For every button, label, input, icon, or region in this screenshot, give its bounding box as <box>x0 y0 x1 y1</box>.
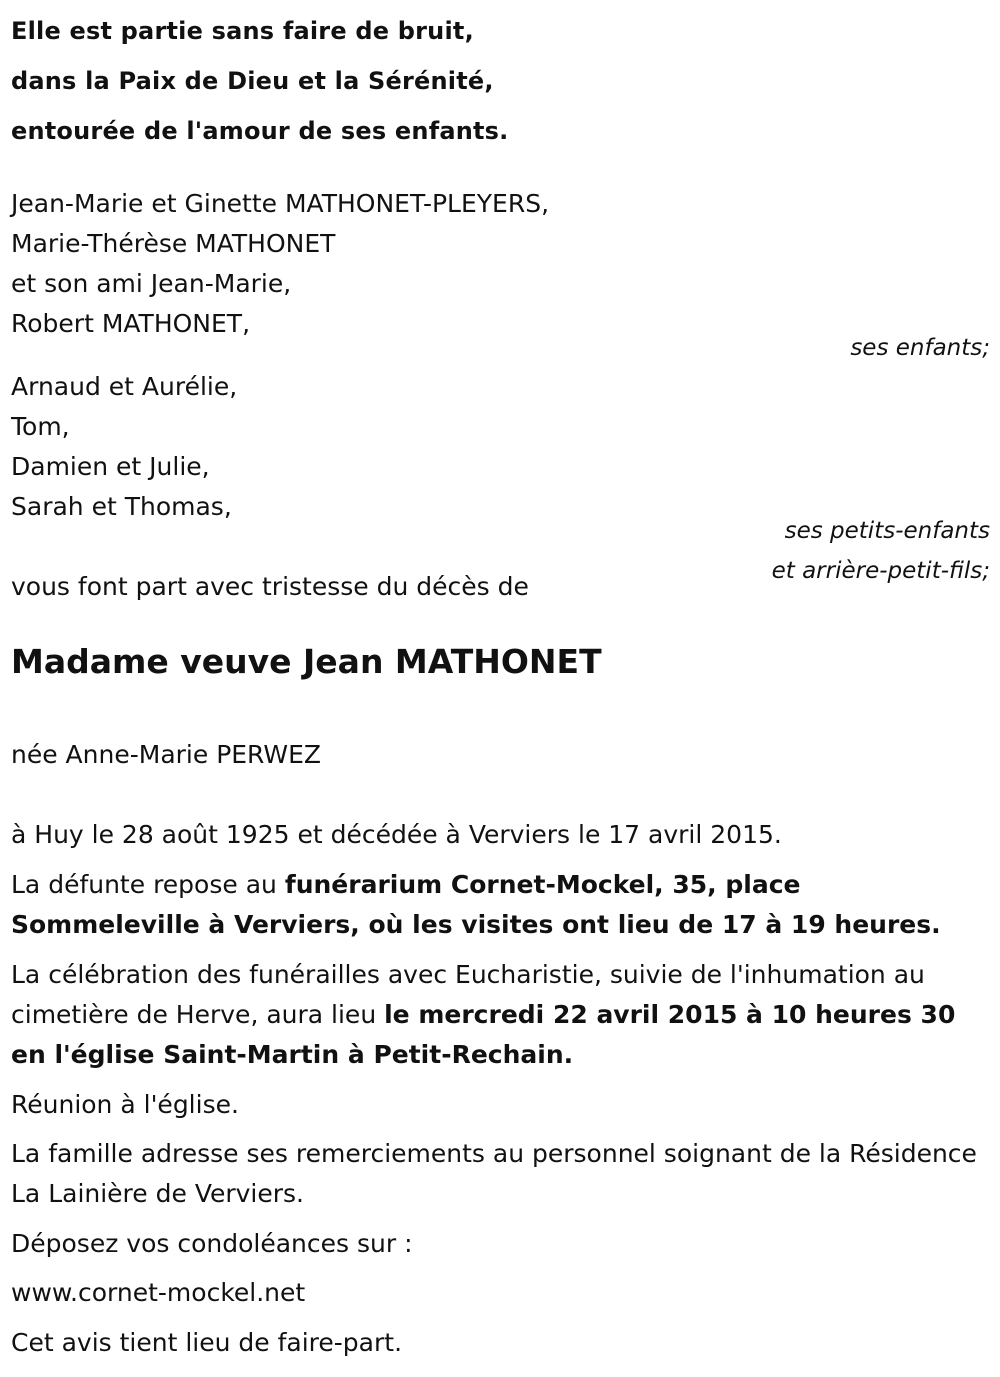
intro-verse <box>11 6 509 156</box>
grandchildren-role-line: et arrière-petit-fils; <box>771 558 990 584</box>
celebration-details: le mercredi 22 avril 2015 à 10 heures 30 en l'église Saint-Martin à Petit-Rechain. <box>11 1000 956 1069</box>
grandchildren-line: Sarah et Thomas, <box>11 492 232 521</box>
celebration-paragraph <box>11 955 996 1075</box>
children-list <box>11 184 549 344</box>
thanks-paragraph: La famille adresse ses remerciements au personnel soignant de la Résidence La Lainière de Verviers. <box>11 1139 977 1208</box>
condolences-text: Déposez vos condoléances sur : <box>11 1229 413 1258</box>
grandchildren-role <box>772 511 990 591</box>
dates-text: à Huy le 28 août 1925 et décédée à Verviers le 17 avril 2015. <box>11 820 782 849</box>
closing-text: Cet avis tient lieu de faire-part. <box>11 1328 403 1357</box>
repose-intro: La défunte repose au <box>11 870 285 899</box>
deceased-name: Madame veuve Jean MATHONET <box>11 642 602 681</box>
children-line: Robert MATHONET, <box>11 309 251 338</box>
website-link[interactable]: www.cornet-mockel.net <box>11 1278 306 1307</box>
repose-paragraph <box>11 865 996 945</box>
intro-line: Elle est partie sans faire de bruit, <box>11 17 474 45</box>
grandchildren-line: Tom, <box>11 412 70 441</box>
grandchildren-line: Arnaud et Aurélie, <box>11 372 238 401</box>
grandchildren-role-line: ses petits-enfants <box>784 518 990 544</box>
intro-line: dans la Paix de Dieu et la Sérénité, <box>11 67 494 95</box>
celebration-intro: La célébration des funérailles avec Eucharistie, suivie de l'inhumation au cimetière de Herve, aura lieu <box>11 960 925 1029</box>
repose-location: funérarium Cornet-Mockel, 35, place Sommeleville à Verviers, où les visites ont lieu de 17 à 19 heures. <box>11 870 941 939</box>
intro-line: entourée de l'amour de ses enfants. <box>11 117 509 145</box>
children-line: et son ami Jean-Marie, <box>11 269 292 298</box>
children-role: ses enfants; <box>850 335 990 361</box>
announce-text: vous font part avec tristesse du décès de <box>11 572 529 601</box>
reunion-text: Réunion à l'église. <box>11 1090 239 1119</box>
grandchildren-list <box>11 367 237 527</box>
children-line: Marie-Thérèse MATHONET <box>11 229 336 258</box>
grandchildren-line: Damien et Julie, <box>11 452 210 481</box>
born-name: née Anne-Marie PERWEZ <box>11 740 322 769</box>
children-line: Jean-Marie et Ginette MATHONET-PLEYERS, <box>11 189 550 218</box>
